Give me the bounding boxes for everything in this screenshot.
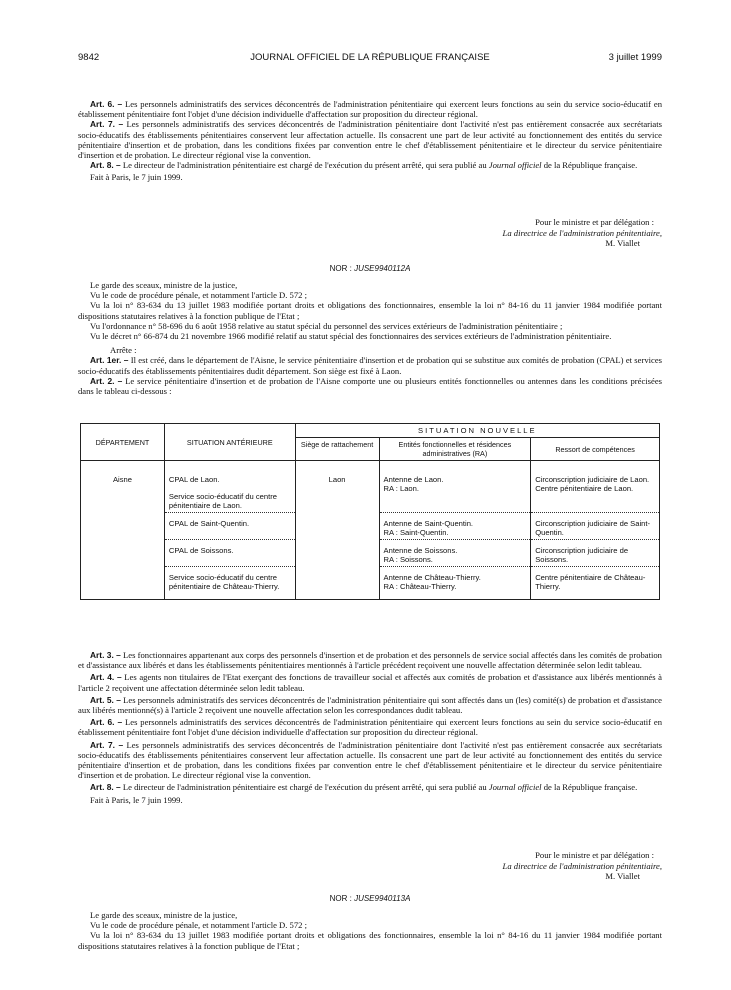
done-at: Fait à Paris, le 7 juin 1999. bbox=[90, 794, 183, 805]
header-departement: DÉPARTEMENT bbox=[81, 424, 165, 461]
nor-reference: NOR : JUSE9940112A bbox=[329, 264, 411, 273]
cell-departement: Aisne bbox=[81, 461, 165, 600]
article-1: Art. 1er. – Il est créé, dans le département de l'Aisne, le service pénitentiaire d'insertion et de probation qui se substitue aux comités de probation (CPAL) et services socio-éducatifs des établissements pénitentiaires dudit département. Son siège est fixé à Laon. bbox=[78, 355, 662, 376]
article-3: Art. 3. – Les fonctionnaires appartenant aux corps des personnels d'insertion et de probation et des personnels de service social affectés dans les comités de probation et d'assistance aux libérés et dans les établissements pénitentiaires mentionnés à l'article précédent reçoivent une nouvelle affectation déterminée selon ledit tableau. bbox=[78, 650, 662, 671]
article-4: Art. 4. – Les agents non titulaires de l'Etat exerçant des fonctions de travailleur social et affectés aux comités de probation et d'assistance aux libérés mentionnés à l'article 2 reçoivent une affectation déterminée selon ledit tableau. bbox=[78, 672, 662, 693]
article-2: Art. 2. – Le service pénitentiaire d'insertion et de probation de l'Aisne comporte une ou plusieurs entités fonctionnelles ou antennes dans les conditions précisées dans le tableau ci-dessous : bbox=[78, 375, 662, 397]
table-row: Service socio-éducatif du centre pénitentiaire de Château-Thierry. Antenne de Château-Thierry. RA : Château-Thierry. Centre pénitentiaire de Château-Thierry. bbox=[81, 567, 660, 600]
signature-block: Pour le ministre et par délégation : La directrice de l'administration pénitentiaire, M. Viallet bbox=[502, 217, 662, 248]
header-siege: Siège de rattachement bbox=[295, 438, 379, 461]
table-row: CPAL de Soissons. Antenne de Soissons. RA : Soissons. Circonscription judiciaire de Soissons. bbox=[81, 540, 660, 567]
article-8: Art. 8. – Le directeur de l'administration pénitentiaire est chargé de l'exécution du présent arrêté, qui sera publié au Journal officiel de la République française. bbox=[90, 160, 638, 171]
page-number: 9842 bbox=[78, 52, 100, 63]
article-7: Art. 7. – Les personnels administratifs des services déconcentrés de l'administration pénitentiaire dont l'activité n'est pas entièrement consacrée aux secrétariats socio-éducatifs des établissements pénitentiaires conservent leur affectation actuelle. Ils consacrent une part de leur activité au fonctionnement des entités du service pénitentiaire d'insertion et de probation, dans les conditions fixées par convention entre le chef d'établissement pénitentiaire et le directeur du service pénitentiaire d'insertion et de probation. Le directeur régional vise la convention. bbox=[78, 119, 662, 161]
article-6: Art. 6. – Les personnels administratifs des services déconcentrés de l'administration pénitentiaire qui exercent leurs fonctions au sein du service socio-éducatif en établissement pénitentiaire font l'objet d'une décision individuelle d'affectation sur proposition du directeur régional. bbox=[78, 99, 663, 120]
header-entites: Entités fonctionnelles et résidences administratives (RA) bbox=[379, 438, 531, 461]
article-7: Art. 7. – Les personnels administratifs des services déconcentrés de l'administration pénitentiaire dont l'activité n'est pas entièrement consacrée aux secrétariats socio-éducatifs des établissements pénitentiaires conservent leur affectation actuelle. Ils consacrent une part de leur activité au fonctionnement des entités du service pénitentiaire d'insertion et de probation, dans les conditions fixées par convention entre le chef d'établissement pénitentiaire et le directeur du service pénitentiaire d'insertion et de probation. Le directeur régional vise la convention. bbox=[78, 739, 662, 781]
table-row: Aisne CPAL de Laon. Service socio-éducatif du centre pénitentiaire de Laon. Laon Antenne de Laon. RA : Laon. Circonscription judiciaire de Laon. Centre pénitentiaire de Laon. bbox=[81, 461, 660, 513]
previous-decree-end bbox=[78, 99, 662, 183]
header-situation-anterieure: SITUATION ANTÉRIEURE bbox=[164, 424, 295, 461]
decree-preamble: Le garde des sceaux, ministre de la justice, Vu le code de procédure pénale, et notamment l'article D. 572 ; Vu la loi n° 83-634 du 13 juillet 1983 modifiée portant droits et obligations des fonctionnaires, ensemble la loi n° 84-16 du 11 janvier 1984 modifiée portant dispositions statutaires relatives à la fonction publique de l'Etat ; bbox=[78, 910, 662, 951]
article-6: Art. 6. – Les personnels administratifs des services déconcentrés de l'administration pénitentiaire qui exercent leurs fonctions au sein du service socio-éducatif en établissement pénitentiaire font l'objet d'une décision individuelle d'affectation sur proposition du directeur régional. bbox=[78, 717, 663, 738]
journal-title: JOURNAL OFFICIEL DE LA RÉPUBLIQUE FRANÇAISE bbox=[250, 52, 490, 63]
nor-reference: NOR : JUSE9940113A bbox=[329, 894, 411, 903]
decree-articles bbox=[78, 650, 662, 805]
arrete-heading: Arrête : bbox=[110, 345, 137, 356]
header-situation-nouvelle: SITUATION NOUVELLE bbox=[295, 424, 659, 438]
cell-siege: Laon bbox=[295, 461, 379, 600]
table-row: CPAL de Saint-Quentin. Antenne de Saint-Quentin. RA : Saint-Quentin. Circonscription judiciaire de Saint-Quentin. bbox=[81, 513, 660, 540]
assignment-table bbox=[80, 423, 660, 600]
issue-date: 3 juillet 1999 bbox=[608, 52, 662, 63]
signature-block: Pour le ministre et par délégation : La directrice de l'administration pénitentiaire, M. Viallet bbox=[502, 850, 662, 881]
article-8: Art. 8. – Le directeur de l'administration pénitentiaire est chargé de l'exécution du présent arrêté, qui sera publié au Journal officiel de la République française. bbox=[90, 782, 638, 793]
done-at: Fait à Paris, le 7 juin 1999. bbox=[90, 172, 183, 183]
article-5: Art. 5. – Les personnels administratifs des services déconcentrés de l'administration pénitentiaire qui sont affectés dans un (les) comité(s) de probation et d'assistance aux libérés mentionné(s) à l'article 2 reçoivent une nouvelle affectation selon les correspondances dudit tableau. bbox=[78, 694, 662, 716]
header-ressort: Ressort de compétences bbox=[531, 438, 660, 461]
decree-preamble: Le garde des sceaux, ministre de la justice, Vu le code de procédure pénale, et notamment l'article D. 572 ; Vu la loi n° 83-634 du 13 juillet 1983 modifiée portant droits et obligations des fonctionnaires, ensemble la loi n° 84-16 du 11 janvier 1984 modifiée portant dispositions statutaires relatives à la fonction publique de l'Etat ; Vu l'ordonnance n° 58-696 du 6 août 1958 relative au statut spécial du personnel des services extérieurs de l'administration pénitentiaire ; Vu le décret n° 66-874 du 21 novembre 1966 modifié relatif au statut spécial des fonctionnaires des services extérieurs de l'administration pénitentiaire. Arrête : Art. 1er. – Il est créé, dans le département de l'Aisne, le service pénitentiaire d'insertion et de probation qui se substitue aux comités de probation (CPAL) et services socio-éducatifs des établissements pénitentiaires dudit département. Son siège est fixé à Laon. Art. 2. – Le service pénitentiaire d'insertion et de probation de l'Aisne comporte une ou plusieurs entités fonctionnelles ou antennes dans les conditions précisées dans le tableau ci-dessous : bbox=[78, 280, 662, 397]
